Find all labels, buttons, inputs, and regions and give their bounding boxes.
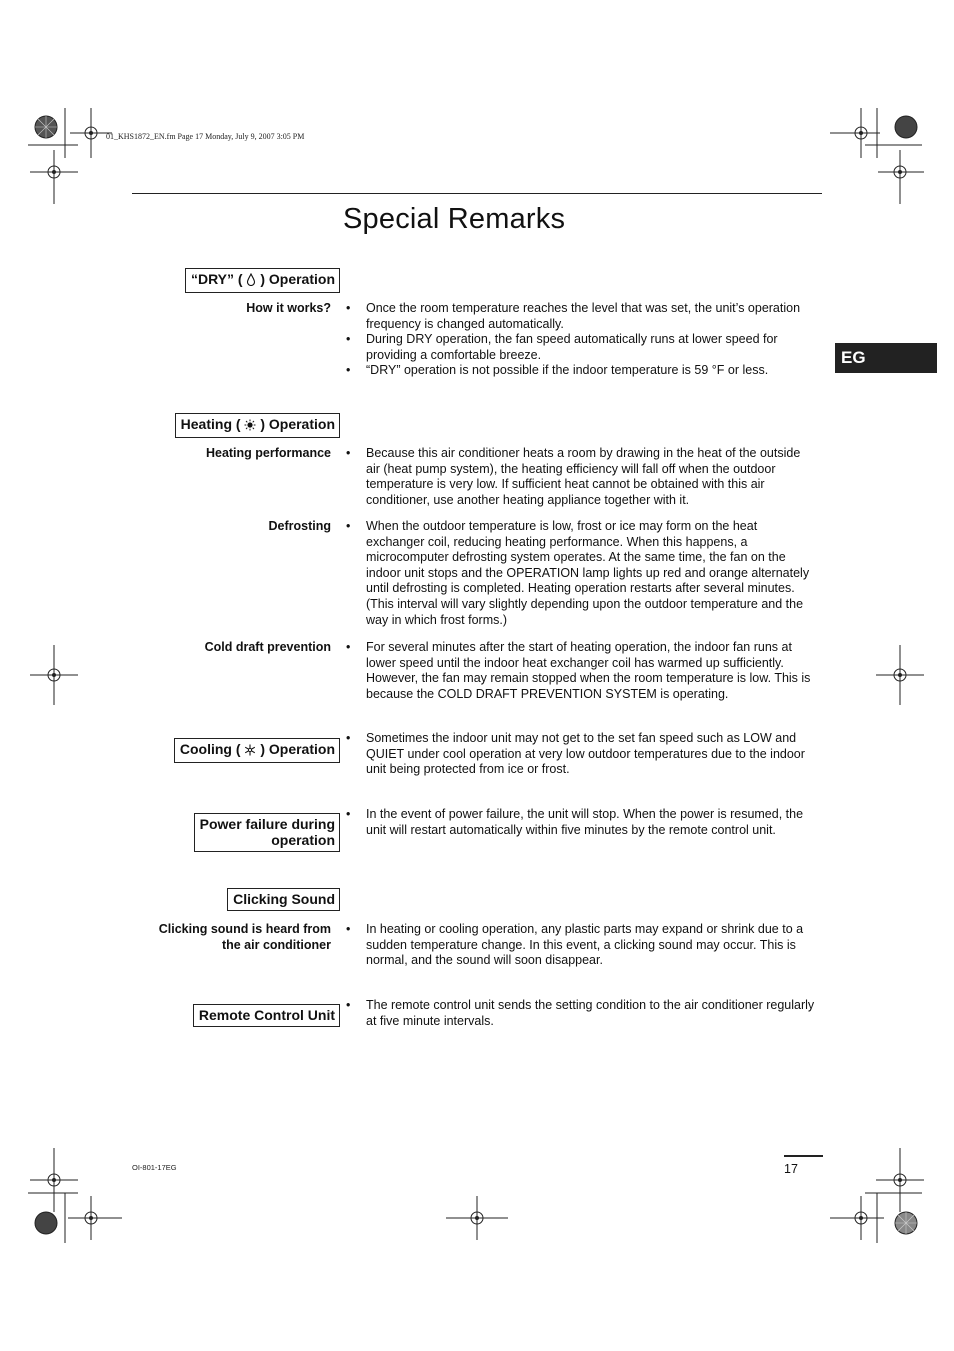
print-header: 01_KHS1872_EN.fm Page 17 Monday, July 9, 2007 3:05 PM bbox=[106, 132, 305, 141]
how-it-works-label: How it works? bbox=[246, 301, 331, 315]
clicking-sound-label-line1: Clicking sound is heard from bbox=[158, 922, 331, 936]
list-item: • Once the room temperature reaches the level that was set, the unit’s operation frequency is changed automatically. bbox=[346, 301, 816, 332]
heating-heading-suffix: ) Operation bbox=[260, 416, 335, 432]
list-item: • During DRY operation, the fan speed automatically runs at lower speed for providing a comfortable breeze. bbox=[346, 332, 816, 363]
heating-performance-bullets bbox=[346, 446, 816, 508]
power-failure-heading-line1: Power failure during bbox=[199, 816, 335, 832]
heating-heading-prefix: Heating ( bbox=[180, 416, 241, 432]
remote-control-heading: Remote Control Unit bbox=[193, 1004, 340, 1027]
droplet-icon bbox=[246, 273, 256, 289]
cooling-bullets bbox=[346, 731, 816, 778]
defrosting-label: Defrosting bbox=[268, 519, 331, 533]
list-item: • Because this air conditioner heats a room by drawing in the heat of the outside air (heat pump system), the heating efficiency will fall off when the outdoor temperature is very low. If sufficient heat cannot be obtained with this air conditioner, use another heating appliance together with it. bbox=[346, 446, 816, 508]
cooling-heading-suffix: ) Operation bbox=[260, 741, 335, 757]
language-tab: EG bbox=[835, 343, 937, 373]
top-rule bbox=[132, 193, 822, 194]
remote-control-bullets bbox=[346, 998, 816, 1029]
snowflake-icon bbox=[244, 743, 256, 759]
list-item: • For several minutes after the start of heating operation, the indoor fan runs at lower speed until the indoor heat exchanger coil has warmed up sufficiently. However, the fan may remain stopped when the room temperature is low. This is because the COLD DRAFT PREVENTION SYSTEM is operating. bbox=[346, 640, 816, 702]
dry-heading-suffix: ) Operation bbox=[260, 271, 335, 287]
clicking-sound-label bbox=[111, 922, 331, 953]
page-title: Special Remarks bbox=[343, 203, 566, 235]
clicking-sound-heading: Clicking Sound bbox=[227, 888, 340, 911]
list-item: • “DRY” operation is not possible if the indoor temperature is 59 °F or less. bbox=[346, 363, 816, 379]
list-item: • In heating or cooling operation, any plastic parts may expand or shrink due to a sudden temperature change. In this event, a clicking sound may occur. This is normal, and the sound will soon disappear. bbox=[346, 922, 816, 969]
heating-performance-label: Heating performance bbox=[205, 446, 331, 460]
power-failure-heading bbox=[194, 813, 340, 852]
page-number: 17 bbox=[784, 1162, 798, 1176]
cold-draft-bullets bbox=[346, 640, 816, 702]
cooling-heading-prefix: Cooling ( bbox=[179, 741, 241, 757]
clicking-sound-bullets bbox=[346, 922, 816, 969]
page-number-rule bbox=[784, 1155, 823, 1157]
cold-draft-label: Cold draft prevention bbox=[204, 640, 331, 654]
list-item: • The remote control unit sends the setting condition to the air conditioner regularly at five minute intervals. bbox=[346, 998, 816, 1029]
heating-operation-heading bbox=[175, 413, 340, 438]
dry-heading-prefix: “DRY” ( bbox=[190, 271, 243, 287]
power-failure-heading-line2: operation bbox=[271, 832, 335, 848]
dry-operation-heading bbox=[185, 268, 340, 293]
clicking-sound-label-line2: the air conditioner bbox=[221, 937, 331, 952]
cooling-operation-heading bbox=[174, 738, 340, 763]
defrosting-bullets bbox=[346, 519, 816, 628]
list-item: • Sometimes the indoor unit may not get to the set fan speed such as LOW and QUIET under cool operation at very low outdoor temperatures due to the indoor unit being protected from ice or frost. bbox=[346, 731, 816, 778]
sun-icon bbox=[244, 418, 256, 434]
list-item: • In the event of power failure, the unit will stop. When the power is resumed, the unit will restart automatically within five minutes by the remote control unit. bbox=[346, 807, 816, 838]
list-item: • When the outdoor temperature is low, frost or ice may form on the heat exchanger coil, reducing heating performance. When this happens, a microcomputer defrosting system operates. At the same time, the fan on the indoor unit stops and the OPERATION lamp lights up red and orange alternately until defrosting is completed. Heating operation restarts after several minutes. (This interval will vary slightly depending upon the outdoor temperature and the way in which frost forms.) bbox=[346, 519, 816, 628]
document-code: OI-801-17EG bbox=[132, 1163, 177, 1172]
power-failure-bullets bbox=[346, 807, 816, 838]
dry-bullets bbox=[346, 301, 816, 379]
